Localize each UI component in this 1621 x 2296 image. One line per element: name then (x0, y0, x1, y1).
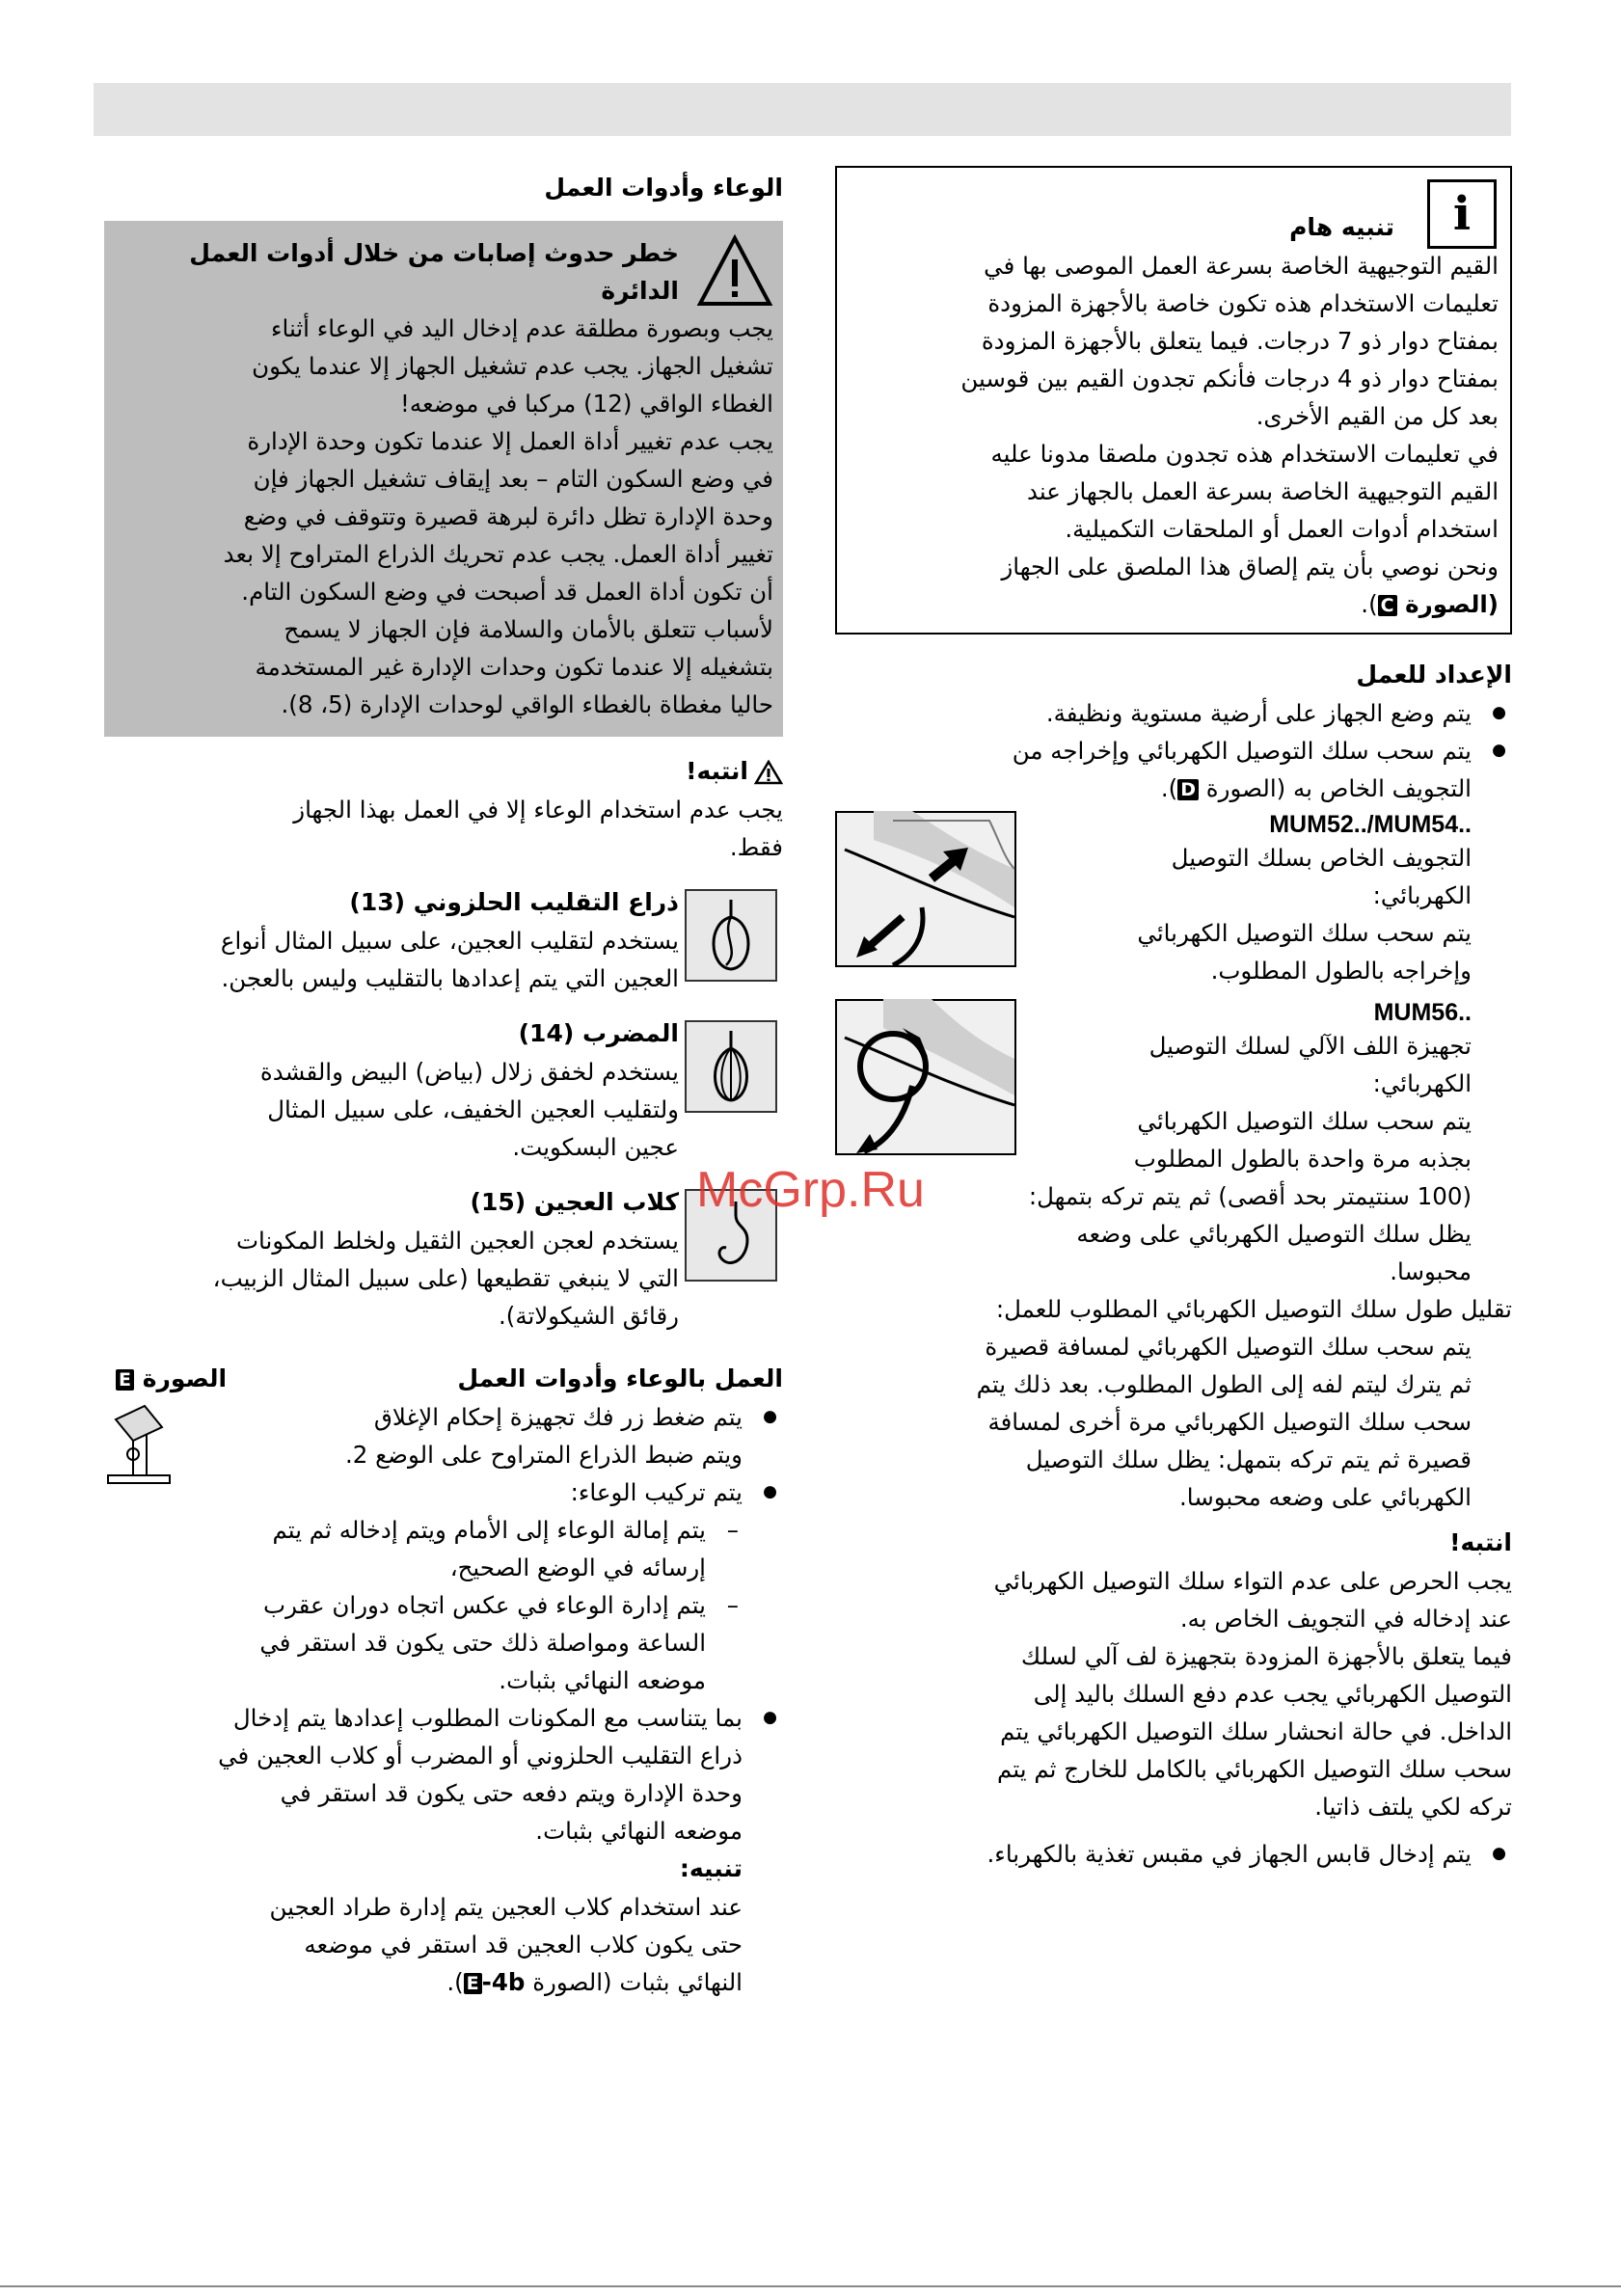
prep-heading: الإعداد للعمل (1356, 661, 1512, 689)
model2-continued: (100 سنتيمتر بحد أقصى) ثم يتم تركه بتمهل: يظل سلك التوصيل الكهربائي على وضعه محبوسا. (1028, 1182, 1472, 1285)
figure-badge: E (116, 1369, 134, 1391)
important-notice-box (835, 166, 1512, 635)
tool-stirring-hook: ذراع التقليب الحلزوني (13) يستخدم لتقليب العجين، على سبيل المثال أنواع العجين التي يتم إعدادها بالتقليب وليس بالعجن. (104, 883, 783, 997)
whisk-icon (685, 1020, 777, 1113)
note-block: تنبيه: عند استخدام كلاب العجين يتم إدارة طراد العجين حتى يكون كلاب العجين قد استقر في موضعه النهائي بثبات (الصورة 4b-E). (269, 1854, 743, 1996)
warning-text: يجب وبصورة مطلقة عدم إدخال اليد في الوعاء أثناء تشغيل الجهاز. يجب عدم تشغيل الجهاز إلا عندما يكون الغطاء الواقي (12) مركبا في موضعه! يجب عدم تغيير أداة العمل إلا عندما تكون وحدة الإدارة في وضع السكون التام – بعد إيقاف تشغيل الجهاز فإن وحدة الإدارة تظل دائرة لبرهة قصيرة وتتوقف في وضع تغيير أداة العمل. يجب عدم تحريك الذراع المتراوح إلا بعد أن تكون أداة العمل قد أصبحت في وضع السكون التام. لأسباب تتعلق بالأمان والسلامة فإن الجهاز لا يسمح بتشغيله إلا عندما تكون وحدات الإدارة غير المستخدمة حاليا مغطاة بالغطاء الواقي لوحدات الإدارة (5، 8). (223, 314, 773, 718)
prep-step-1: ● يتم وضع الجهاز على أرضية مستوية ونظيفة. (835, 694, 1512, 732)
caution-icon (754, 760, 783, 785)
tool-whisk: المضرب (14) يستخدم لخفق زلال (بياض) البيض والقشدة ولتقليب العجين الخفيف، على سبيل المثال عجين البسكويت. (104, 1014, 783, 1166)
tool-title: المضرب (14) (518, 1019, 679, 1047)
figure-ref: الصورة E (116, 1360, 227, 1398)
tool-title: ذراع التقليب الحلزوني (13) (349, 888, 679, 916)
attention-text-right: يجب الحرص على عدم التواء سلك التوصيل الكهربائي عند إدخاله في التجويف الخاص به. فيما يتعلق بالأجهزة المزودة بتجهيزة لف آلي لسلك التوصيل الكهربائي يجب عدم دفع السلك باليد إلى الداخل. في حالة انحشار سلك التوصيل الكهربائي يتم سحب سلك التوصيل الكهربائي بالكامل للخارج ثم يتم تركه لكي يلتف ذاتيا. (993, 1567, 1512, 1821)
work-substep-1: – يتم إمالة الوعاء إلى الأمام ويتم إدخاله ثم يتم إرسائه في الوضع الصحيح، (104, 1511, 783, 1586)
notice-title: تنبيه هام (1289, 213, 1394, 241)
info-icon: i (1427, 179, 1497, 249)
work-steps (104, 1398, 783, 2001)
attention-block: انتبه! يجب عدم استخدام الوعاء إلا في العمل بهذا الجهاز فقط. (104, 752, 783, 866)
stirring-hook-icon (685, 889, 777, 982)
footer-line (0, 2285, 1621, 2287)
warning-box (104, 221, 783, 737)
final-step: ● يتم إدخال قابس الجهاز في مقبس تغذية بالكهرباء. (835, 1835, 1512, 1873)
watermark: McGrp.Ru (696, 1162, 925, 1218)
header-bar (94, 83, 1511, 136)
warning-title: خطر حدوث إصابات من خلال أدوات العمل الدائرة (189, 239, 679, 305)
prep-step-2: ● يتم سحب سلك التوصيل الكهربائي وإخراجه من التجويف الخاص به (الصورة D). (835, 732, 1512, 807)
cord-winder-illustration (835, 999, 1016, 1155)
attention-title: انتبه! (104, 752, 783, 791)
bowl-heading: الوعاء وأدوات العمل (544, 174, 783, 202)
tool-dough-hook: كلاب العجين (15) يستخدم لعجن العجين الثقيل ولخلط المكونات التي لا ينبغي تقطيعها (على سبيل المثال الزبيب، رقائق الشيكولاتة). (104, 1183, 783, 1335)
notice-text: القيم التوجيهية الخاصة بسرعة العمل الموصى بها في تعليمات الاستخدام هذه تكون خاصة بالأجهزة المزودة بمفتاح دوار ذو 7 درجات. فيما يتعلق بالأجهزة المزودة بمفتاح دوار ذو 4 درجات فأنكم تجدون القيم بين قوسين بعد كل من القيم الأخرى. في تعليمات الاستخدام هذه تجدون ملصقا مدونا عليه القيم التوجيهية الخاصة بسرعة العمل بالجهاز عند استخدام أدوات العمل أو الملحقات التكميلية. ونحن نوصي بأن يتم إلصاق هذا الملصق على الجهاز (الصورة C). (960, 252, 1499, 618)
cord-storage-illustration (835, 811, 1016, 967)
warning-triangle-icon (696, 234, 773, 310)
shorten-cord-text: تقليل طول سلك التوصيل الكهربائي المطلوب للعمل: يتم سحب سلك التوصيل الكهربائي لمسافة قصيرة ثم يترك ليتم لفه إلى الطول المطلوب. بعد ذلك يتم سحب سلك التوصيل الكهربائي مرة أخرى لمسافة قصيرة ثم يتم تركه بتمهل: يظل سلك التوصيل الكهربائي على وضعه محبوسا. (976, 1295, 1512, 1511)
model1-label: MUM52../MUM54.. (1269, 811, 1472, 838)
model1-block: MUM52../MUM54.. التجويف الخاص بسلك التوصيل الكهربائي: يتم سحب سلك التوصيل الكهربائي وإخراجه بالطول المطلوب. (835, 811, 1512, 989)
model2-label: MUM56.. (1373, 999, 1472, 1026)
model2-block: MUM56.. تجهيزة اللف الآلي لسلك التوصيل الكهربائي: يتم سحب سلك التوصيل الكهربائي بجذبه مرة واحدة بالطول المطلوب (835, 999, 1512, 1177)
work-section-header (104, 1360, 783, 1398)
left-column (104, 169, 783, 2001)
work-step-1: ● يتم ضغط زر فك تجهيزة إحكام الإغلاق ويتم ضبط الذراع المتراوح على الوضع 2. (104, 1398, 783, 1473)
tool-title: كلاب العجين (15) (470, 1188, 679, 1216)
right-column (835, 166, 1512, 1873)
attention-title-right: انتبه! (1449, 1528, 1512, 1556)
work-substep-2: – يتم إدارة الوعاء في عكس اتجاه دوران عقرب الساعة ومواصلة ذلك حتى يكون قد استقر في موضعه النهائي بثبات. (104, 1586, 783, 1699)
work-heading: العمل بالوعاء وأدوات العمل (457, 1364, 783, 1392)
work-step-2: ● يتم تركيب الوعاء: (104, 1473, 783, 1511)
work-step-3: ● بما يتناسب مع المكونات المطلوب إعدادها يتم إدخال ذراع التقليب الحلزوني أو المضرب أو كلاب العجين في وحدة الإدارة ويتم دفعه حتى يكون قد استقر في موضعه النهائي بثبات. (104, 1699, 783, 1850)
